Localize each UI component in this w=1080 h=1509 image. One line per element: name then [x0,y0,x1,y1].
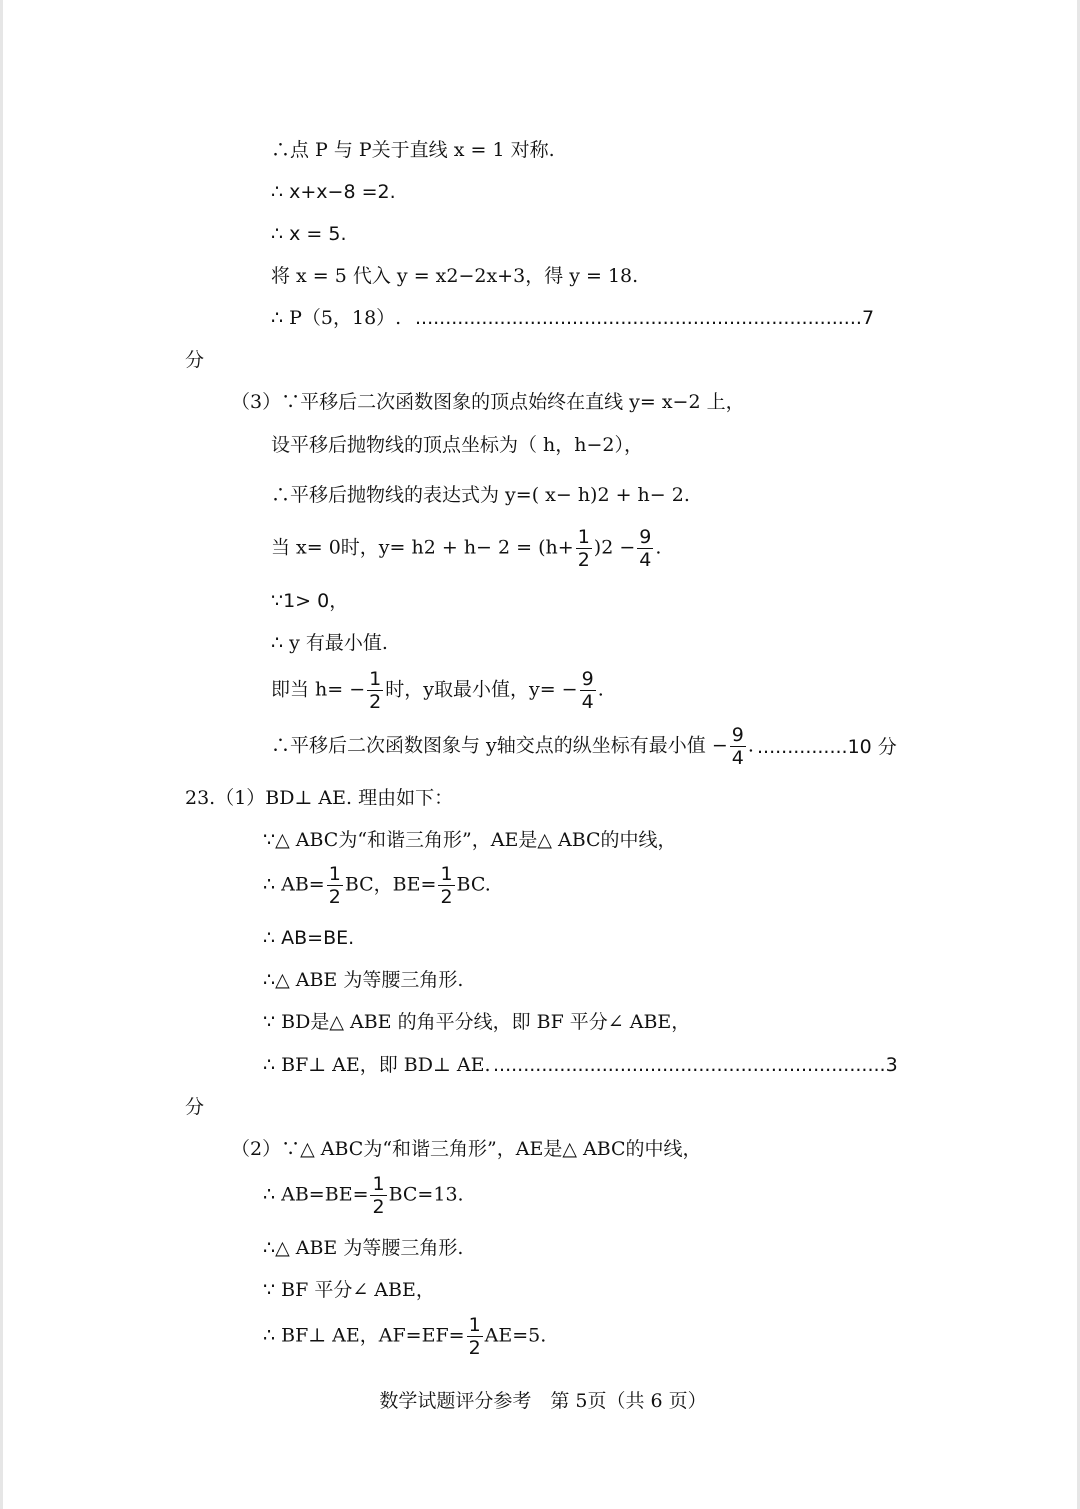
line-y-intercept: 当 x= 0时，y= h2 + h− 2 = (h+ $\frac{1}{2}$ )2 − $\frac{9}{4}$ . [271,526,662,571]
fraction: $\frac{1}{2}$ [328,863,341,908]
fraction: $\frac{1}{2}$ [468,1314,481,1359]
line-isosceles-2: ∴△ ABE 为等腰三角形. [263,1237,464,1259]
line-perpendicular: ∴ BF⊥ AE，即 BD⊥ AE. [263,1054,491,1076]
score-unit: 分 [185,1096,205,1118]
line-has-min: ∴ y 有最小值. [271,632,388,654]
line-isosceles: ∴△ ABE 为等腰三角形. [263,969,464,991]
fraction: $\frac{1}{2}$ [440,863,453,908]
line-point-symmetry: ∴点 P 与 P关于直线 x = 1 对称. [271,139,555,161]
line-angle-bisector: ∵ BD是△ ABE 的角平分线，即 BF 平分∠ ABE， [263,1011,691,1033]
page-footer: 数学试题评分参考 第 5页（共 6 页） [379,1390,707,1412]
line-substitute: 将 x = 5 代入 y = x2−2x+3，得 y = 18. [271,265,639,287]
fraction: $\frac{9}{4}$ [581,668,594,713]
line-bf-bisects: ∵ BF 平分∠ ABE， [263,1279,435,1301]
fraction: $\frac{1}{2}$ [372,1173,385,1218]
line-conclusion-part3: ∴平移后二次函数图象与 y轴交点的纵坐标有最小值 − $\frac{9}{4}$ . [271,724,754,769]
score-dots: ..........................................................................7 [415,307,875,329]
line-af-ef: ∴ BF⊥ AE，AF=EF= $\frac{1}{2}$ AE=5. [263,1314,547,1359]
line-given-harmonic: ∵△ ABC为“和谐三角形”，AE是△ ABC的中线， [263,829,677,851]
line-expression: ∴平移后抛物线的表达式为 y=( x− h)2 + h− 2. [271,484,690,506]
line-coef-positive: ∵1> 0， [271,590,349,612]
line-min-at: 即当 h= − $\frac{1}{2}$ 时，y取最小值，y= − $\frac{9}{4}$ . [271,668,604,713]
line-equation-sum: ∴ x+x−8 =2. [271,181,396,203]
fraction: $\frac{1}{2}$ [577,526,590,571]
line-x-value: ∴ x = 5. [271,223,347,245]
line-ab-be-13: ∴ AB=BE= $\frac{1}{2}$ BC=13. [263,1173,464,1218]
fraction: $\frac{1}{2}$ [369,668,382,713]
score-unit: 分 [185,349,205,371]
line-q23-part1: 23.（1）BD⊥ AE. 理由如下： [185,787,454,809]
line-part3-intro: （3）∵平移后二次函数图象的顶点始终在直线 y= x−2 上， [231,391,745,413]
line-ab-equals-be: ∴ AB=BE. [263,927,355,949]
line-ab-be-half: ∴ AB= $\frac{1}{2}$ BC，BE= $\frac{1}{2}$ BC. [263,863,491,908]
score-dots: ...............10 分 [757,736,897,758]
line-part2-intro: （2）∵△ ABC为“和谐三角形”，AE是△ ABC的中线， [231,1138,702,1160]
line-point-result: ∴ P（5，18）. [271,307,402,329]
line-vertex-coord: 设平移后抛物线的顶点坐标为（ h，h−2）， [271,434,644,456]
fraction: $\frac{9}{4}$ [639,526,652,571]
score-dots: .................................................................3 [493,1054,898,1076]
fraction: $\frac{9}{4}$ [731,724,744,769]
